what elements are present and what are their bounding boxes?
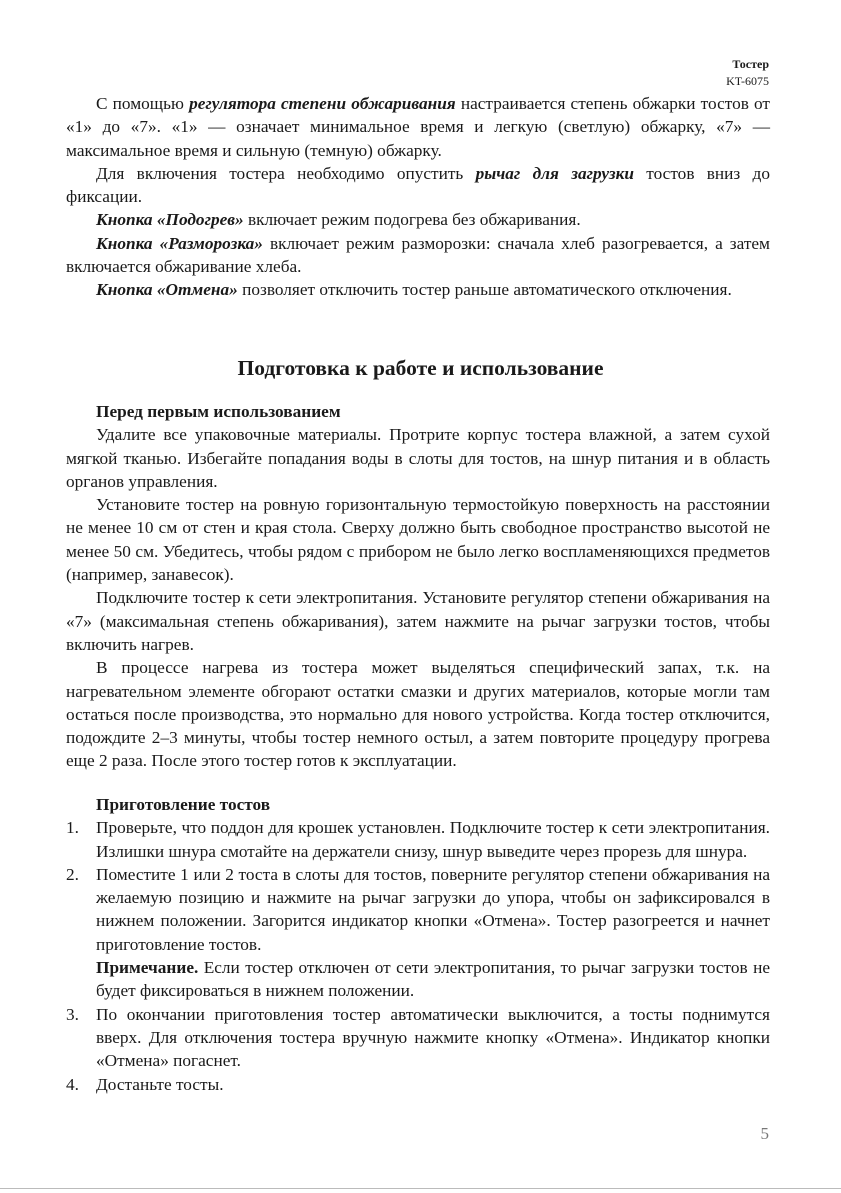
toasting-steps-list <box>66 816 770 1096</box>
header-model: KT-6075 <box>726 74 769 88</box>
step-number: 2. <box>66 864 79 884</box>
toasting-heading: Приготовление тостов <box>96 795 271 814</box>
header-title: Тостер <box>732 57 769 71</box>
first-use-block <box>66 400 770 773</box>
page-number: 5 <box>760 1124 769 1143</box>
intro-paragraph-5 <box>66 278 770 301</box>
list-item <box>66 1003 770 1073</box>
step-text: Проверьте, что поддон для крошек установлен. Подключите тостер к сети электропитания. Излишки шнура смотайте на держатели снизу, шнур выведите через прорезь для шнура. <box>96 818 770 861</box>
step-number: 1. <box>66 818 79 838</box>
text-run: настраивается степень обжарки тостов от «1» до «7». «1» — означает минимальное время и легкую (светлую) обжарку, «7» — максимальное время и сильную (темную) обжарку. <box>66 94 770 160</box>
first-use-heading: Перед первым использованием <box>96 402 341 421</box>
section-title: Подготовка к работе и использование <box>237 356 604 380</box>
intro-paragraph-1 <box>66 92 770 162</box>
step-text: По окончании приготовления тостер автоматически выключится, а тосты поднимутся вверх. Для отключения тостера вручную нажмите кнопку «Отмена». Индикатор кнопки «Отмена» погаснет. <box>96 1004 770 1071</box>
text-run: включает режим разморозки: сначала хлеб разогревается, а затем включается обжаривание хлеба. <box>66 233 770 277</box>
list-item <box>66 816 770 863</box>
note-label: Примечание. <box>96 958 199 978</box>
toasting-block <box>66 793 770 1096</box>
text-run: С помощью <box>96 94 190 113</box>
bottom-divider <box>0 1188 841 1189</box>
first-use-paragraph-4: В процессе нагрева из тостера может выделяться специфический запах, т.к. на нагревательном элементе обгорают остатки смазки и других материалов, которые могли там остаться после производства, это нормально для нового устройства. Когда тостер отключится, подождите 2–3 минуты, чтобы тостер немного остыл, а затем повторите процедуру прогрева еще 2 раза. После этого тостер готов к эксплуатации. <box>66 658 770 771</box>
emphasis-regulator: регулятора степени обжаривания <box>189 94 456 113</box>
text-run: позволяет отключить тостер раньше автоматического отключения. <box>237 280 732 300</box>
intro-block <box>66 92 770 302</box>
step-number: 3. <box>66 1004 79 1024</box>
step-note <box>96 956 770 1003</box>
step-number: 4. <box>66 1074 79 1094</box>
note-text: Если тостер отключен от сети электропитания, то рычаг загрузки тостов не будет фиксироваться в нижнем положении. <box>96 958 770 1001</box>
emphasis-lever: рычаг для загрузки <box>475 163 634 183</box>
first-use-paragraph-2: Установите тостер на ровную горизонтальную термостойкую поверхность на расстоянии не менее 10 см от стен и края стола. Сверху должно быть свободное пространство высотой не менее 50 см. Убедитесь, чтобы рядом с прибором не было легко воспламеняющихся предметов (например, занавесок). <box>66 495 770 585</box>
first-use-paragraph-3: Подключите тостер к сети электропитания. Установите регулятор степени обжаривания на «7» (максимальная степень обжаривания), затем нажмите на рычаг загрузки тостов, чтобы включить нагрев. <box>66 588 770 654</box>
page-header <box>726 56 769 90</box>
intro-paragraph-3 <box>66 208 770 231</box>
first-use-paragraph-1: Удалите все упаковочные материалы. Протрите корпус тостера влажной, а затем сухой мягкой тканью. Избегайте попадания воды в слоты для тостов, на шнур питания и в область органов управления. <box>66 425 770 491</box>
emphasis-cancel-button: Кнопка «Отмена» <box>96 280 238 300</box>
list-item <box>66 863 770 1003</box>
step-text: Поместите 1 или 2 тоста в слоты для тостов, поверните регулятор степени обжаривания на желаемую позицию и нажмите на рычаг загрузки до упора, чтобы он зафиксировался в нижнем положении. Загорится индикатор кнопки «Отмена». Тостер разогреется и начнет приготовление тостов. <box>96 864 770 954</box>
step-text: Достаньте тосты. <box>96 1074 224 1094</box>
text-run: тостов вниз до фиксации. <box>66 163 770 207</box>
intro-paragraph-2 <box>66 162 770 209</box>
emphasis-defrost-button: Кнопка «Разморозка» <box>96 233 263 253</box>
intro-paragraph-4 <box>66 232 770 279</box>
list-item <box>66 1073 770 1096</box>
text-run: Для включения тостера необходимо опустить <box>96 163 476 183</box>
emphasis-warm-button: Кнопка «Подогрев» <box>96 210 244 230</box>
text-run: включает режим подогрева без обжаривания. <box>243 210 581 230</box>
